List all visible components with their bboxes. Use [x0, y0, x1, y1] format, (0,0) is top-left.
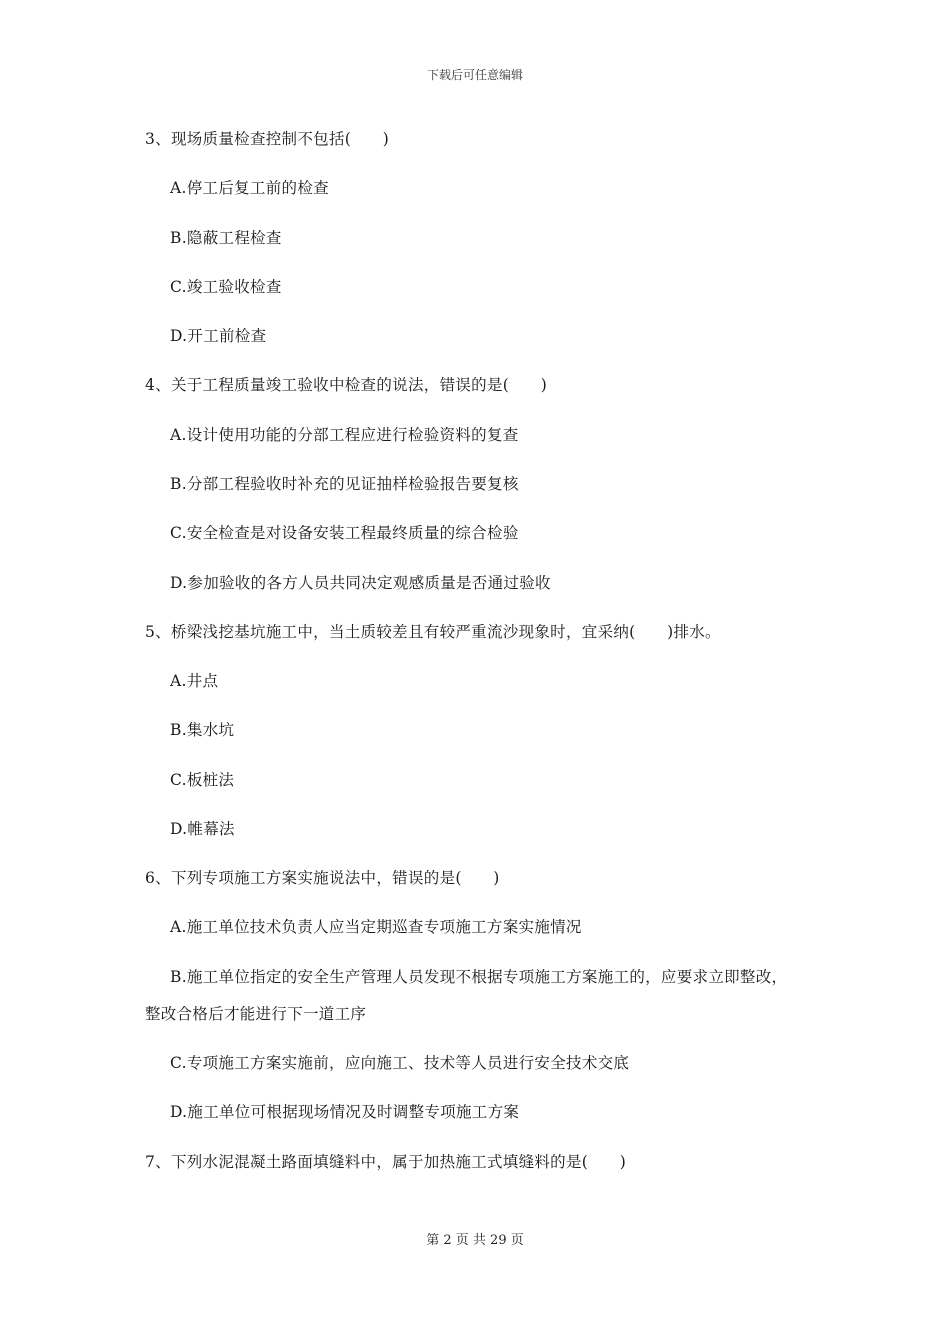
question-6-stem: 6、下列专项施工方案实施说法中，错误的是( ) [145, 869, 500, 887]
question-5-option-b: B.集水坑 [170, 721, 235, 739]
question-4-stem: 4、关于工程质量竣工验收中检查的说法，错误的是( ) [145, 376, 548, 394]
question-3-option-a: A.停工后复工前的检查 [170, 179, 329, 197]
question-6-option-d: D.施工单位可根据现场情况及时调整专项施工方案 [170, 1103, 520, 1121]
question-5-stem: 5、桥梁浅挖基坑施工中，当土质较差且有较严重流沙现象时，宜采纳( )排水。 [145, 623, 721, 641]
question-4-option-a: A.设计使用功能的分部工程应进行检验资料的复查 [170, 426, 519, 444]
question-3-option-c: C.竣工验收检查 [170, 278, 282, 296]
question-3-option-d: D.开工前检查 [170, 327, 267, 345]
question-3-stem: 3、现场质量检查控制不包括( ) [145, 130, 390, 148]
question-3-option-b: B.隐蔽工程检查 [170, 229, 282, 247]
page-footer: 第 2 页 共 29 页 [426, 1233, 524, 1248]
page-header: 下载后可任意编辑 [426, 68, 523, 82]
question-7-stem: 7、下列水泥混凝土路面填缝料中，属于加热施工式填缝料的是( ) [145, 1153, 627, 1171]
question-4-option-d: D.参加验收的各方人员共同决定观感质量是否通过验收 [170, 574, 551, 592]
question-6-option-a: A.施工单位技术负责人应当定期巡查专项施工方案实施情况 [170, 918, 582, 936]
question-6-option-b-continuation: 整改合格后才能进行下一道工序 [145, 1005, 367, 1023]
question-5-option-c: C.板桩法 [170, 771, 235, 789]
question-4-option-b: B.分部工程验收时补充的见证抽样检验报告要复核 [170, 475, 519, 493]
question-6-option-b: B.施工单位指定的安全生产管理人员发现不根据专项施工方案施工的，应要求立即整改， [170, 968, 788, 986]
question-4-option-c: C.安全检查是对设备安装工程最终质量的综合检验 [170, 524, 519, 542]
question-6-option-c: C.专项施工方案实施前，应向施工、技术等人员进行安全技术交底 [170, 1054, 630, 1072]
question-5-option-a: A.井点 [170, 672, 219, 690]
question-5-option-d: D.帷幕法 [170, 820, 235, 838]
